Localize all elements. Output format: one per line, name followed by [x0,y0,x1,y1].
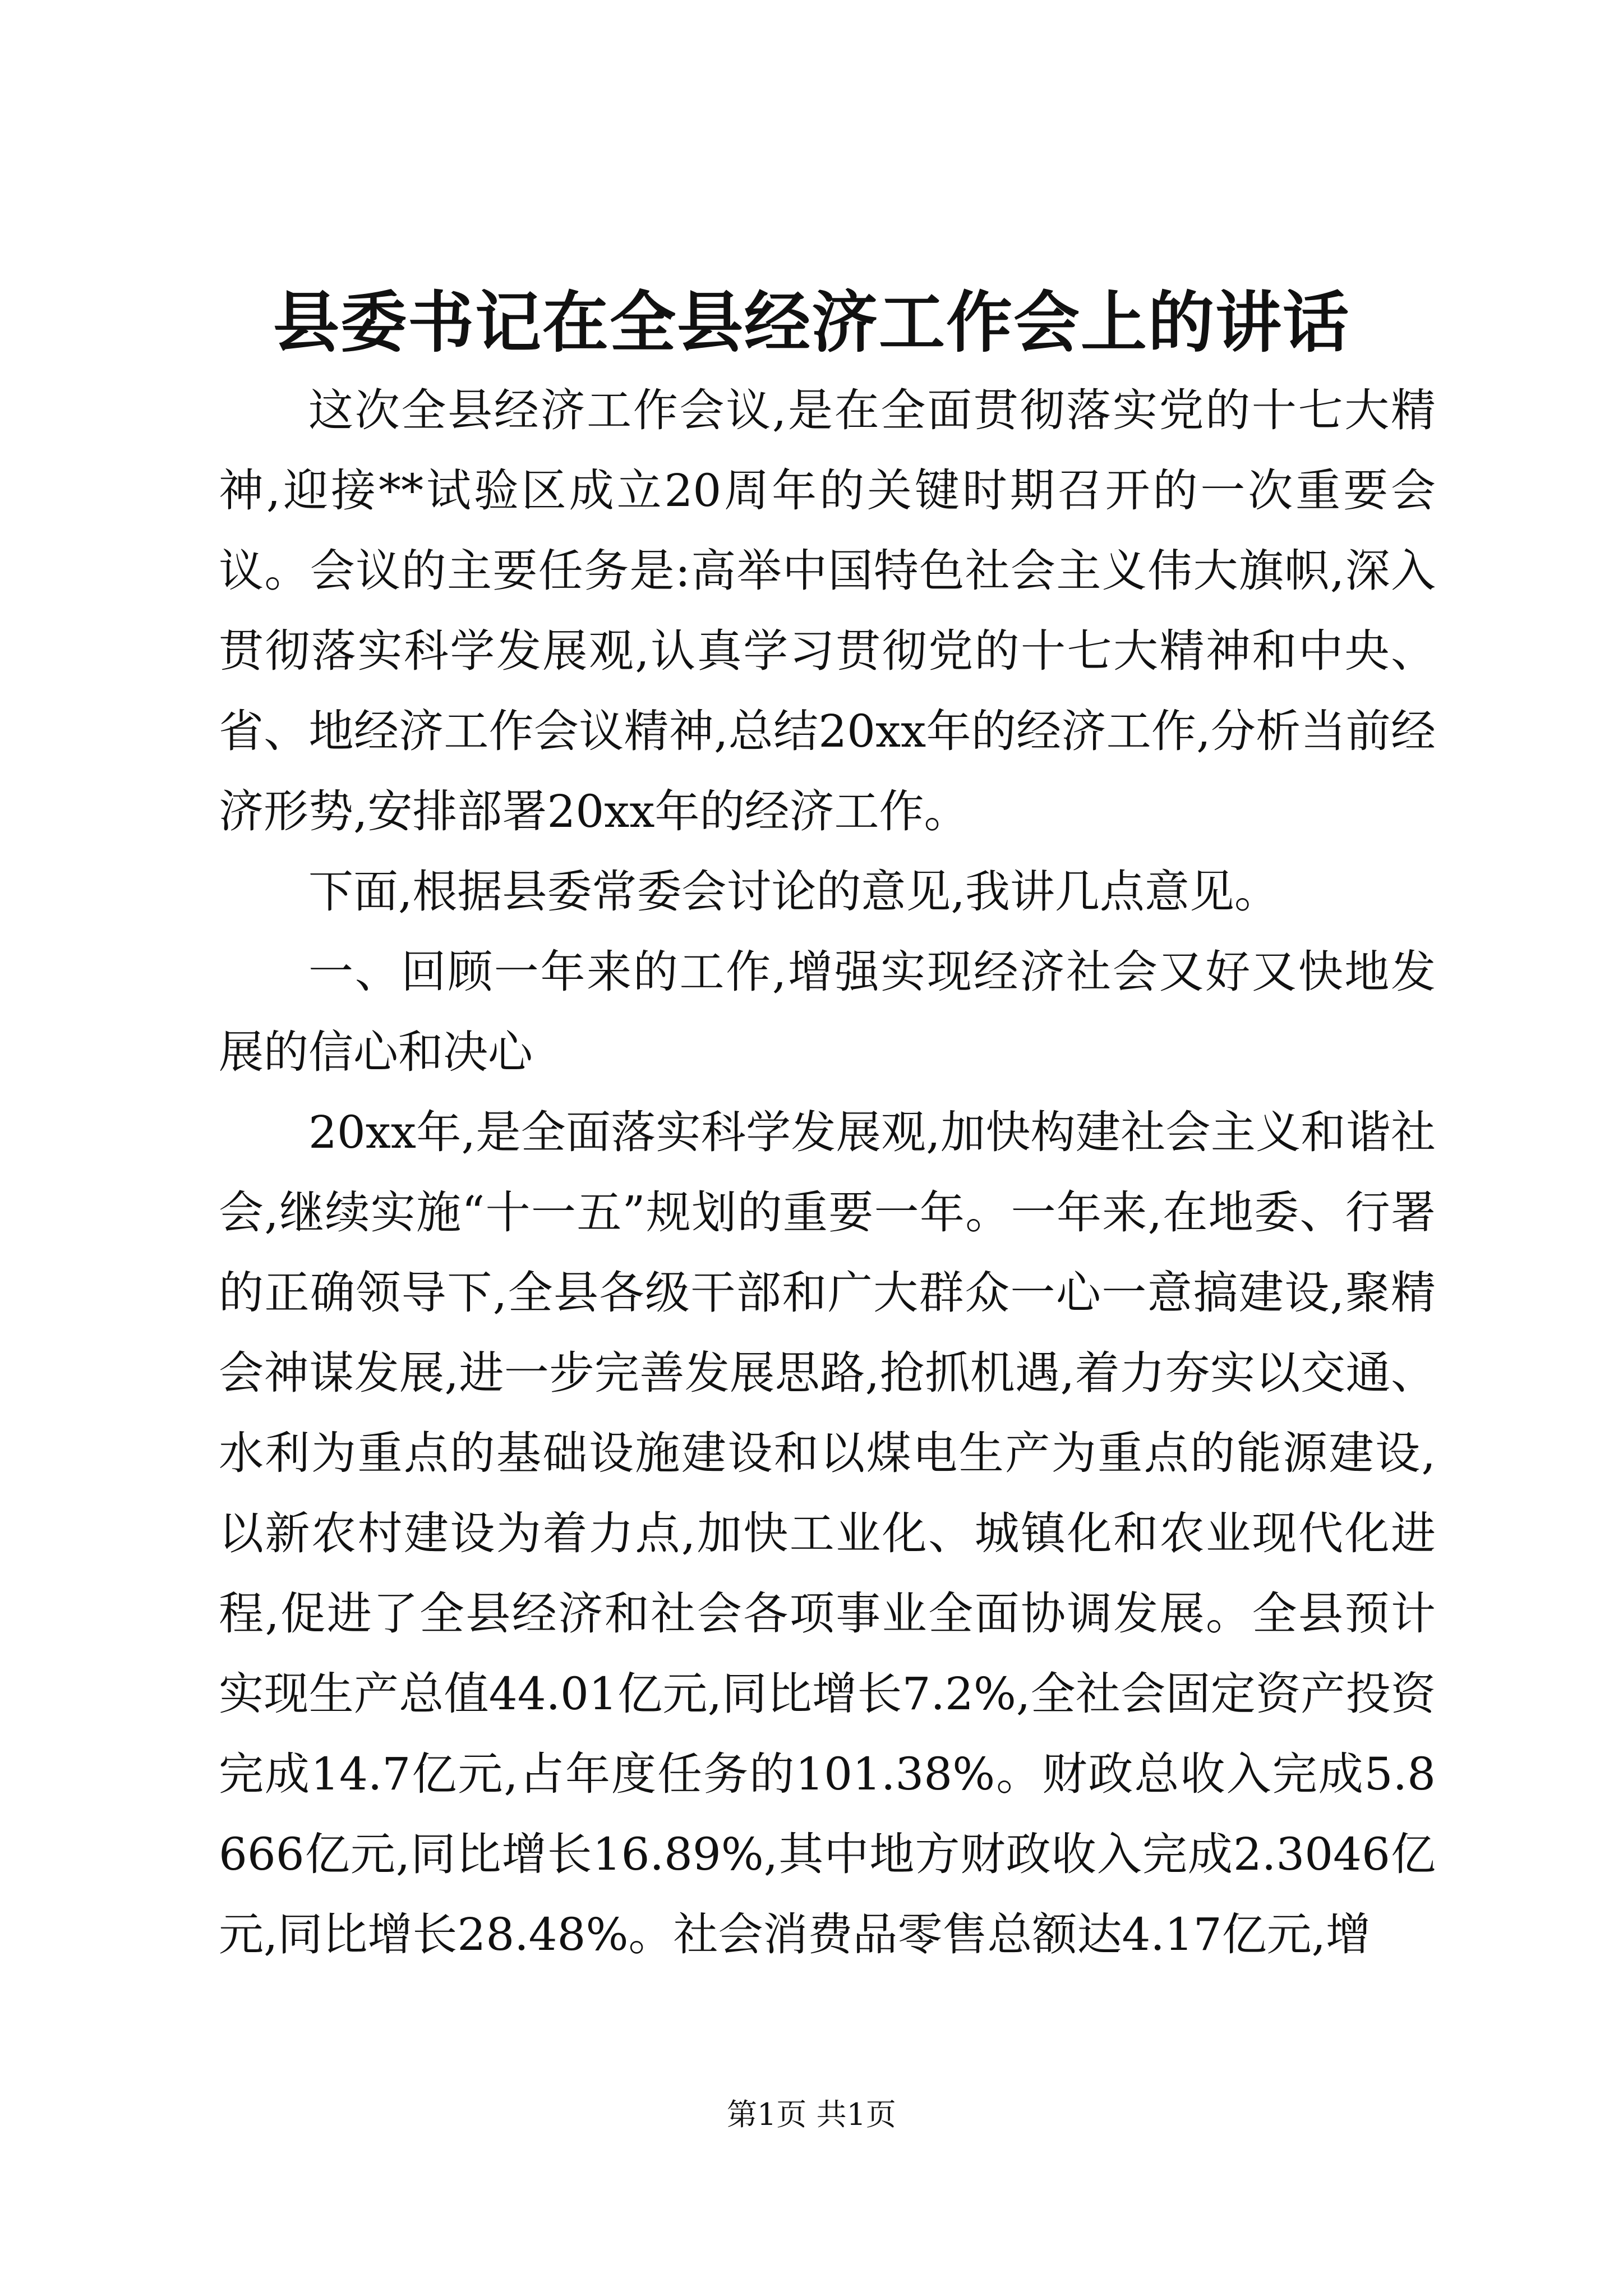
page-footer: 第1页 共1页 [727,2097,896,2132]
document-title: 县委书记在全县经济工作会上的讲话 [273,283,1350,361]
paragraph-intro: 这次全县经济工作会议,是在全面贯彻落实党的十七大精神,迎接**试验区成立20周年的关键时期召开的一次重要会议。会议的主要任务是:高举中国特色社会主义伟大旗帜,深入贯彻落实科学发展观,认真学习贯彻党的十七大精神和中央、省、地经济工作会议精神,总结20xx年的经济工作,分析当前经济形势,安排部署20xx年的经济工作。 [219,384,1436,838]
paragraph-review: 20xx年,是全面落实科学发展观,加快构建社会主义和谐社会,继续实施“十一五”规划的重要一年。一年来,在地委、行署的正确领导下,全县各级干部和广大群众一心一意搞建设,聚精会神谋发展,进一步完善发展思路,抢抓机遇,着力夯实以交通、水利为重点的基础设施建设和以煤电生产为重点的能源建设,以新农村建设为着力点,加快工业化、城镇化和农业现代化进程,促进了全县经济和社会各项事业全面协调发展。全县预计实现生产总值44.01亿元,同比增长7.2%,全社会固定资产投资完成14.7亿元,占年度任务的101.38%。财政总收入完成5.8666亿元,同比增长16.89%,其中地方财政收入完成2.3046亿元,同比增长28.48%。社会消费品零售总额达4.17亿元,增 [219,1106,1436,1961]
document-body [219,370,1436,1975]
section-heading-1: 一、回顾一年来的工作,增强实现经济社会又好又快地发展的信心和决心 [219,946,1436,1078]
paragraph-transition: 下面,根据县委常委会讨论的意见,我讲几点意见。 [308,866,1279,918]
